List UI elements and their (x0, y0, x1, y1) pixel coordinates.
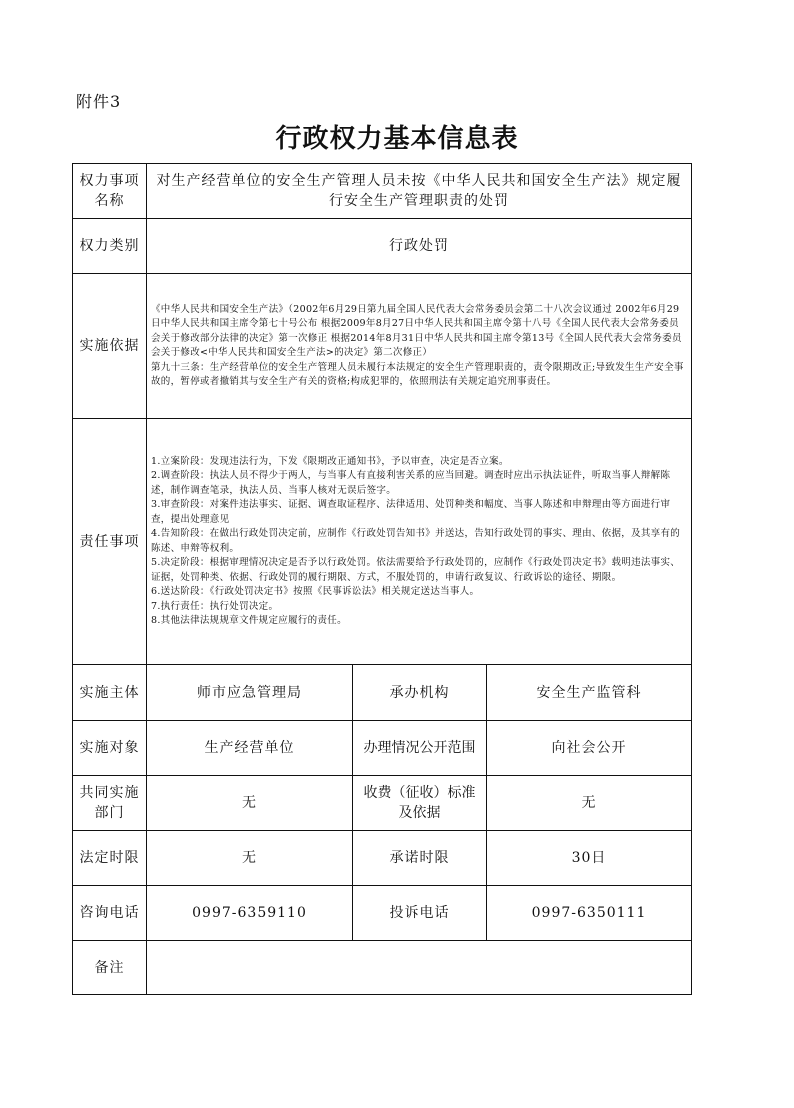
disclosure-value: 向社会公开 (487, 721, 692, 776)
consult-phone-value: 0997-6359110 (147, 886, 353, 941)
responsibility-item: 1.立案阶段：发现违法行为，下发《限期改正通知书》，予以审查，决定是否立案。 (151, 455, 509, 467)
responsibility-item: 7.执行责任：执行处罚决定。 (151, 600, 279, 612)
joint-value: 无 (147, 776, 353, 831)
responsibility-value (147, 419, 692, 665)
row-category (73, 219, 692, 274)
row-name (73, 164, 692, 219)
category-value: 行政处罚 (147, 219, 692, 274)
responsibility-item: 5.决定阶段：根据审理情况决定是否予以行政处罚。依法需要给予行政处罚的，应制作《行政处罚决定书》载明违法事实、证据，处罚种类、依据、行政处罚的履行期限、方式，不服处罚的，申请行政复议、行政诉讼的途径、期限。 (151, 557, 681, 583)
responsibility-item: 6.送达阶段：《行政处罚决定书》按照《民事诉讼法》相关规定送达当事人。 (151, 586, 480, 597)
complaint-phone-value: 0997-6350111 (487, 886, 692, 941)
remark-value (147, 941, 692, 995)
complaint-phone-label: 投诉电话 (353, 886, 487, 941)
fee-label: 收费（征收）标准 及依据 (353, 776, 487, 831)
row-time-limit (73, 831, 692, 886)
name-label: 权力事项 名称 (73, 164, 147, 219)
remark-label: 备注 (73, 941, 147, 995)
promise-limit-label: 承诺时限 (353, 831, 487, 886)
attachment-label: 附件3 (76, 92, 122, 111)
responsibility-item: 8.其他法律法规规章文件规定应履行的责任。 (151, 615, 347, 626)
responsibility-item: 4.告知阶段：在做出行政处罚决定前，应制作《行政处罚告知书》并送达，告知行政处罚的事实、理由、依据，及其享有的陈述、申辩等权利。 (151, 528, 681, 554)
name-value: 对生产经营单位的安全生产管理人员未按《中华人民共和国安全生产法》规定履行安全生产管理职责的处罚 (147, 164, 692, 219)
joint-label: 共同实施 部门 (73, 776, 147, 831)
basis-paragraph: 第九十三条：生产经营单位的安全生产管理人员未履行本法规定的安全生产管理职责的，责令限期改正;导致发生生产安全事故的，暂停或者撤销其与安全生产有关的资格;构成犯罪的，依照刑法有关规定追究刑事责任。 (151, 361, 684, 387)
row-basis (73, 274, 692, 419)
subject-label: 实施主体 (73, 665, 147, 721)
target-value: 生产经营单位 (147, 721, 353, 776)
info-table (72, 163, 692, 995)
responsibility-label: 责任事项 (73, 419, 147, 665)
target-label: 实施对象 (73, 721, 147, 776)
disclosure-label: 办理情况公开范围 (353, 721, 487, 776)
responsibility-item: 2.调查阶段：执法人员不得少于两人，与当事人有直接利害关系的应当回避。调查时应出示执法证件，听取当事人辩解陈述，制作调查笔录，执法人员、当事人核对无误后签字。 (151, 470, 671, 496)
consult-phone-label: 咨询电话 (73, 886, 147, 941)
row-phone (73, 886, 692, 941)
agency-label: 承办机构 (353, 665, 487, 721)
subject-value: 师市应急管理局 (147, 665, 353, 721)
category-label: 权力类别 (73, 219, 147, 274)
time-limit-label: 法定时限 (73, 831, 147, 886)
agency-value: 安全生产监管科 (487, 665, 692, 721)
row-remark (73, 941, 692, 995)
row-joint (73, 776, 692, 831)
row-responsibility (73, 419, 692, 665)
basis-paragraph: 《中华人民共和国安全生产法》（2002年6月29日第九届全国人民代表大会常务委员会第二十八次会议通过 2002年6月29日中华人民共和国主席令第七十号公布 根据2009年8月27日中华人民共和国主席令第十八号《全国人民代表大会常务委员会关于修改部分法律的决定》第一次修正 根据2014年8月31日中华人民共和国主席令第13号《全国人民代表大会常务委员会关于修改<中华人民共和国安全生产法>的决定》第二次修正） (151, 303, 682, 358)
page-title: 行政权力基本信息表 (275, 124, 519, 154)
basis-value (147, 274, 692, 419)
time-limit-value: 无 (147, 831, 353, 886)
row-subject (73, 665, 692, 721)
row-target (73, 721, 692, 776)
basis-label: 实施依据 (73, 274, 147, 419)
fee-value: 无 (487, 776, 692, 831)
promise-limit-value: 30日 (487, 831, 692, 886)
responsibility-item: 3.审查阶段：对案件违法事实、证据、调查取证程序、法律适用、处罚种类和幅度、当事人陈述和申辩理由等方面进行审查，提出处理意见 (151, 499, 671, 525)
